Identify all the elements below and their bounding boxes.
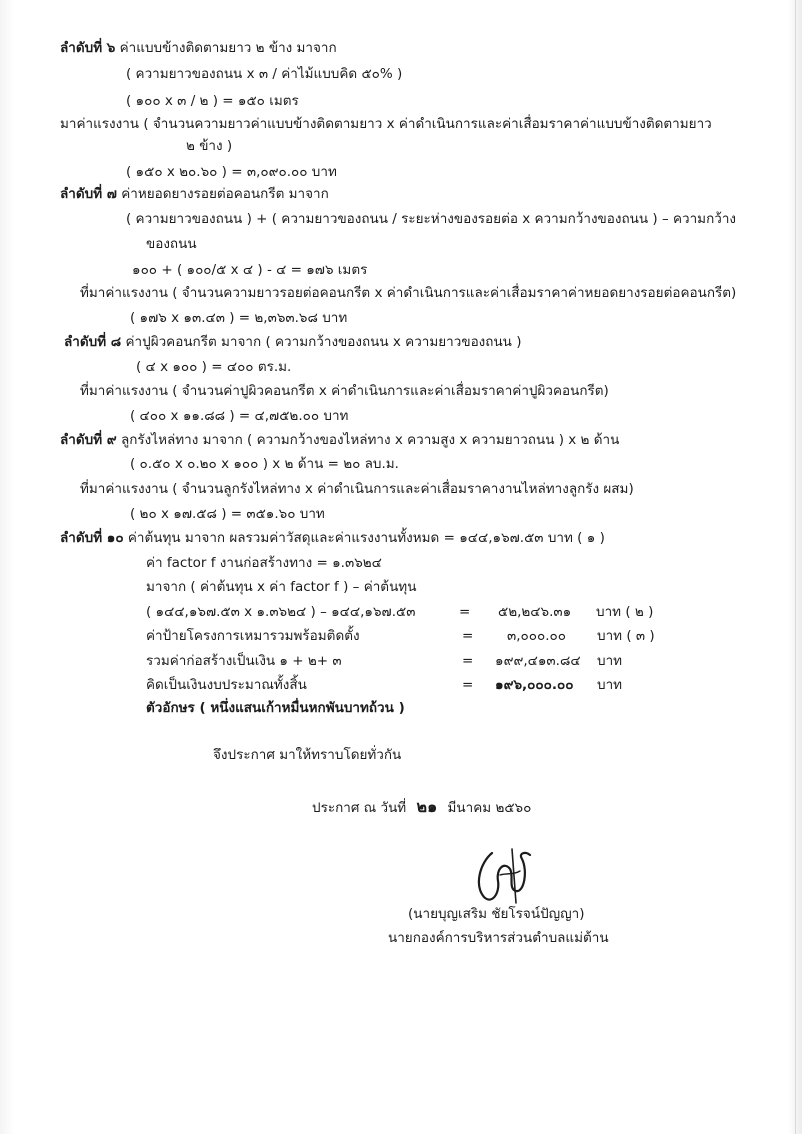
item-8-labor: ที่มาค่าแรงงาน ( จำนวนค่าปูผิวคอนกรีต x ค่าดำเนินการและค่าเสื่อมราคาค่าปูผิวคอนกรีต): [80, 383, 609, 399]
item-10-total-label: รวมค่าก่อสร้างเป็นเงิน ๑ + ๒+ ๓: [146, 653, 342, 669]
item-10-total-eq: =: [462, 653, 474, 669]
item-10-amount-in-words: ตัวอักษร ( หนึ่งแสนเก้าหมื่นหกพันบาทถ้วน ): [146, 700, 405, 716]
item-10-budget-eq: =: [462, 677, 474, 693]
item-8-title: ค่าปูผิวคอนกรีต มาจาก ( ความกว้างของถนน x ความยาวของถนน ): [125, 334, 522, 350]
item-8-calc: ( ๔ x ๑๐๐ ) = ๔๐๐ ตร.ม.: [136, 359, 292, 375]
signer-name: (นายบุญเสริม ชัยโรจน์ปัญญา): [408, 906, 585, 922]
item-9-head: ลำดับที่ ๙: [60, 432, 117, 448]
item-6-labor-line-2: ๒ ข้าง ): [186, 138, 233, 154]
item-10-budget-value: ๑๙๖,๐๐๐.๐๐: [495, 677, 574, 693]
item-10-sign-label: ค่าป้ายโครงการเหมารวมพร้อมติดตั้ง: [146, 628, 360, 644]
item-7-calc: ๑๐๐ + ( ๑๐๐/๕ x ๔ ) - ๔ = ๑๗๖ เมตร: [132, 262, 368, 278]
item-10-sign-eq: =: [462, 628, 474, 644]
item-8-title-line: [64, 334, 521, 351]
item-10-from: มาจาก ( ค่าต้นทุน x ค่า factor f ) – ค่าต้นทุน: [146, 579, 417, 595]
item-6-labor-calc: ( ๑๕๐ x ๒๐.๖๐ ) = ๓,๐๙๐.๐๐ บาท: [126, 164, 337, 180]
item-10-budget-label: คิดเป็นเงินงบประมาณทั้งสิ้น: [146, 677, 307, 693]
item-10-head: ลำดับที่ ๑๐: [60, 530, 124, 546]
item-9-title: ลูกรังไหล่ทาง มาจาก ( ความกว้างของไหล่ทาง x ความสูง x ความยาวถนน ) x ๒ ด้าน: [120, 432, 620, 448]
date-month-year: มีนาคม ๒๕๖๐: [447, 800, 532, 816]
handwritten-signature: [470, 845, 540, 907]
item-10-factor: ค่า factor f งานก่อสร้างทาง = ๑.๓๖๒๔: [146, 555, 382, 571]
item-9-title-line: [60, 432, 619, 449]
item-10-sign-value: ๓,๐๐๐.๐๐: [507, 628, 567, 644]
item-10-total-value: ๑๙๙,๔๑๓.๘๔: [495, 653, 581, 669]
item-6-head: ลำดับที่ ๖: [60, 40, 116, 56]
item-7-labor-calc: ( ๑๗๖ x ๑๓.๔๓ ) = ๒,๓๖๓.๖๘ บาท: [130, 310, 348, 326]
date-prefix: ประกาศ ณ วันที่: [312, 800, 407, 816]
item-10-calc-unit: บาท ( ๒ ): [596, 604, 654, 620]
item-6-title-line: [60, 40, 337, 57]
item-9-calc: ( ๐.๕๐ x ๐.๒๐ x ๑๐๐ ) x ๒ ด้าน = ๒๐ ลบ.ม.: [130, 456, 399, 472]
item-6-title: ค่าแบบข้างติดตามยาว ๒ ข้าง มาจาก: [119, 40, 337, 56]
item-10-sign-unit: บาท ( ๓ ): [597, 628, 655, 644]
signer-title: นายกองค์การบริหารส่วนตำบลแม่ต้าน: [388, 930, 609, 946]
announcement-date: [312, 798, 531, 817]
item-7-formula-line-1: ( ความยาวของถนน ) + ( ความยาวของถนน / ระยะห่างของรอยต่อ x ความกว้างของถนน ) – ความกว้าง: [126, 211, 737, 227]
item-9-labor: ที่มาค่าแรงงาน ( จำนวนลูกรังไหล่ทาง x ค่าดำเนินการและค่าเสื่อมราคางานไหล่ทางลูกรัง ผสม): [80, 481, 634, 497]
item-7-formula-line-2: ของถนน: [146, 236, 197, 252]
item-8-head: ลำดับที่ ๘: [64, 334, 122, 350]
item-7-title: ค่าหยอดยางรอยต่อคอนกรีต มาจาก: [121, 186, 329, 202]
item-10-calc-label: ( ๑๔๔,๑๖๗.๕๓ x ๑.๓๖๒๔ ) – ๑๔๔,๑๖๗.๕๓: [146, 604, 416, 620]
item-9-labor-calc: ( ๒๐ x ๑๗.๕๘ ) = ๓๕๑.๖๐ บาท: [130, 506, 325, 522]
item-6-formula: ( ความยาวของถนน x ๓ / ค่าไม้แบบคิด ๕๐% ): [126, 66, 403, 82]
item-10-calc-eq: =: [459, 604, 471, 620]
item-10-title-line: [60, 530, 605, 547]
item-7-head: ลำดับที่ ๗: [60, 186, 117, 202]
item-10-total-unit: บาท: [597, 653, 623, 669]
item-10-calc-value: ๕๒,๒๔๖.๓๑: [498, 604, 572, 620]
item-10-budget-unit: บาท: [597, 677, 623, 693]
item-10-title: ค่าต้นทุน มาจาก ผลรวมค่าวัสดุและค่าแรงงานทั้งหมด = ๑๔๔,๑๖๗.๕๓ บาท ( ๑ ): [127, 530, 605, 546]
item-8-labor-calc: ( ๔๐๐ x ๑๑.๘๘ ) = ๔,๗๕๒.๐๐ บาท: [130, 408, 349, 424]
item-6-calc: ( ๑๐๐ x ๓ / ๒ ) = ๑๕๐ เมตร: [126, 93, 299, 109]
item-7-title-line: [60, 186, 329, 203]
item-7-labor: ที่มาค่าแรงงาน ( จำนวนความยาวรอยต่อคอนกรีต x ค่าดำเนินการและค่าเสื่อมราคาค่าหยอดยางรอยต่อคอนกรีต): [80, 285, 737, 301]
item-6-labor-line-1: มาค่าแรงงาน ( จำนวนความยาวค่าแบบข้างติดตามยาว x ค่าดำเนินการและค่าเสื่อมราคาค่าแบบข้างติดตามยาว: [60, 116, 712, 132]
announcement-text: จึงประกาศ มาให้ทราบโดยทั่วกัน: [213, 747, 402, 763]
page-edge-shadow: [795, 0, 796, 1134]
date-day: ๒๑: [416, 797, 438, 816]
